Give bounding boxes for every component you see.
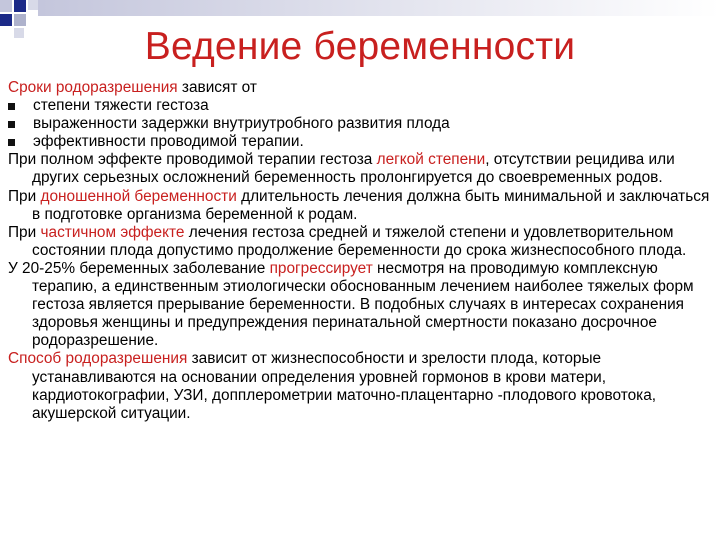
bullet-text: выраженности задержки внутриутробного развития плода [33, 115, 450, 133]
paragraph-delivery-method [8, 350, 714, 422]
paragraph-progression [8, 260, 714, 350]
bullet-text: степени тяжести гестоза [33, 97, 209, 115]
paragraph-text: зависит от жизнеспособности и зрелости плода, которые устанавливаются на основании определения уровней гормонов в крови матери, кардиотокографии, УЗИ, допплерометрии маточно-плацентарно -плодового кровотока, акушерской ситуации. [32, 350, 657, 422]
paragraph-text: При [8, 187, 41, 205]
paragraph-term-pregnancy [8, 188, 714, 224]
paragraph-highlight: прогрессирует [269, 259, 373, 277]
square-bullet-icon [8, 103, 15, 110]
paragraph-text: длительность лечения должна быть минимальной и заключаться в подготовке организма беременной к родам. [32, 187, 710, 223]
paragraph-text: При [8, 223, 41, 241]
slide-body [8, 79, 714, 423]
paragraph-text: , отсутствии рецидива или других серьезных осложнений беременность пролонгируется до своевременных родов. [32, 151, 675, 187]
paragraph-full-effect [8, 151, 714, 187]
paragraph-highlight: Способ родоразрешения [8, 350, 188, 368]
square-bullet-icon [8, 121, 15, 128]
slide-title: Ведение беременности [144, 25, 576, 68]
bullet-item [8, 115, 714, 133]
paragraph-partial-effect [8, 224, 714, 260]
paragraph-text: У 20-25% беременных заболевание [8, 259, 270, 277]
paragraph-text: лечения гестоза средней и тяжелой степени и удовлетворительном состоянии плода допустимо продолжение беременности до срока жизнеспособного плода. [32, 223, 687, 259]
paragraph-text: При полном эффекте проводимой терапии гестоза [8, 151, 377, 169]
intro-highlight: Сроки родоразрешения [8, 79, 178, 96]
intro-text: зависят от [177, 79, 257, 96]
paragraph-text: несмотря на проводимую комплексную терапию, а единственным этиологически обоснованным лечением наиболее тяжелых форм гестоза является прерывание беременности. В подобных случаях в интересах сохранения здоровья женщины и предупреждения перинатальной смертности показано досрочное родоразрешение. [32, 259, 694, 350]
square-bullet-icon [8, 139, 15, 146]
intro-line [8, 79, 714, 97]
bullet-item [8, 97, 714, 115]
paragraph-highlight: частичном эффекте [40, 223, 185, 241]
bullet-text: эффективности проводимой терапии. [33, 133, 304, 151]
paragraph-highlight: легкой степени [376, 151, 486, 169]
paragraph-highlight: доношенной беременности [40, 187, 237, 205]
bullet-item [8, 133, 714, 151]
